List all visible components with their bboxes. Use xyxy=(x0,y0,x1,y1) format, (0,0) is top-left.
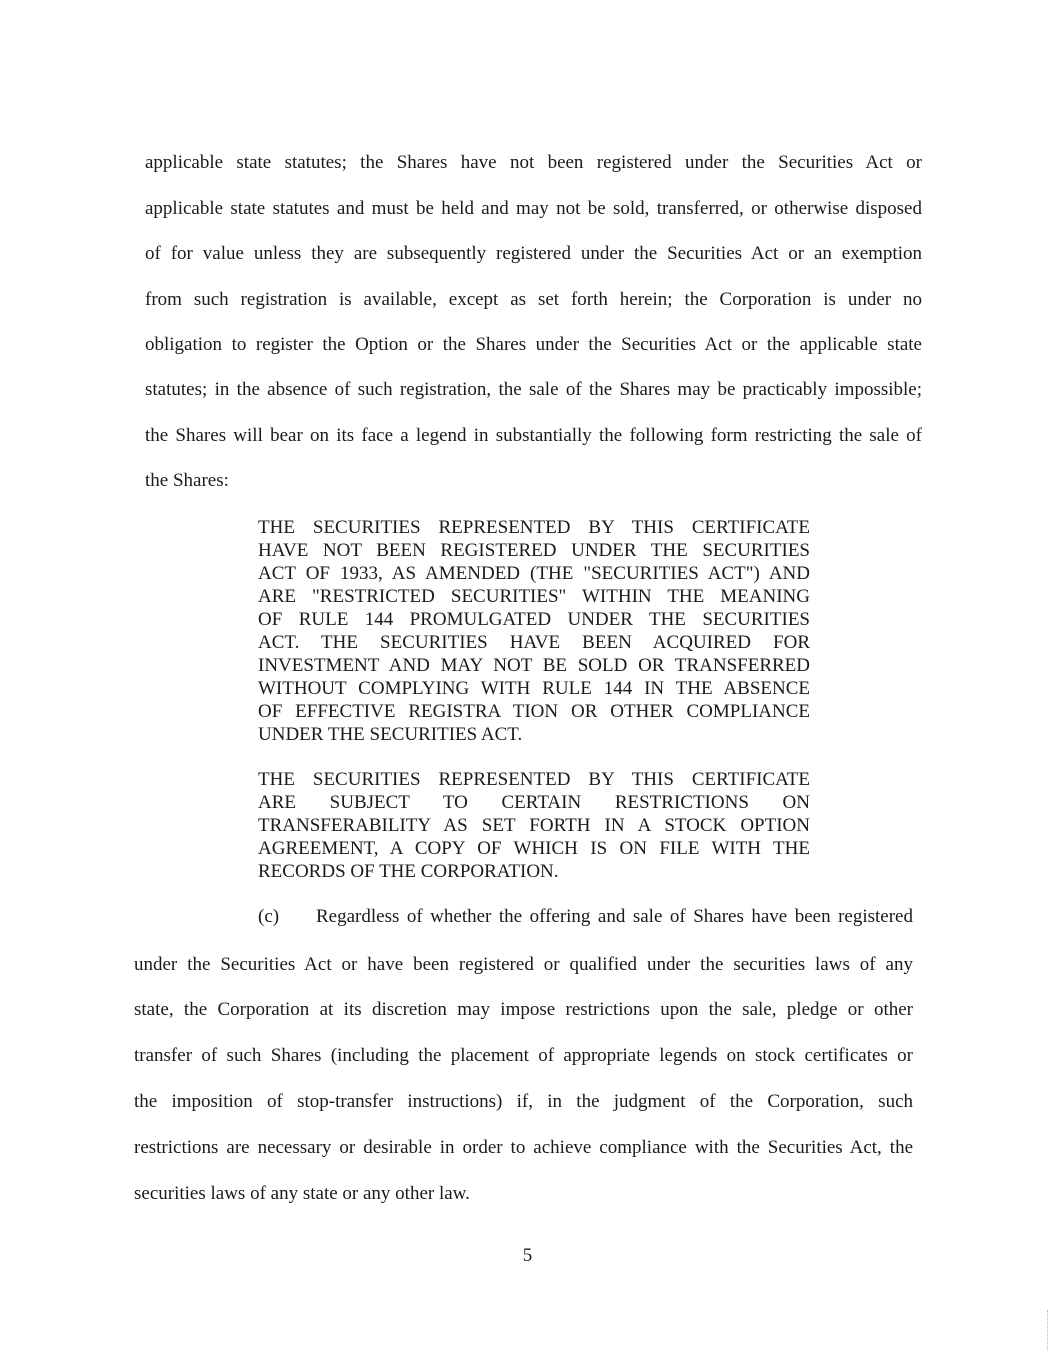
paragraph-line: securities laws of any state or any other law. xyxy=(134,1183,470,1204)
paragraph-line: the Shares will bear on its face a legend in substantially the following form restricting the sale of xyxy=(145,425,922,446)
scan-edge-mark xyxy=(1047,1310,1051,1350)
paragraph-line: under the Securities Act or have been registered or qualified under the securities laws of any xyxy=(134,954,913,975)
paragraph-line: of for value unless they are subsequently registered under the Securities Act or an exemption xyxy=(145,243,922,264)
legend-line: THE SECURITIES REPRESENTED BY THIS CERTIFICATE xyxy=(258,769,810,790)
paragraph-line: applicable state statutes and must be held and may not be sold, transferred, or otherwise disposed xyxy=(145,198,922,219)
paragraph-line: state, the Corporation at its discretion may impose restrictions upon the sale, pledge or other xyxy=(134,999,913,1020)
page-number: 5 xyxy=(522,1245,533,1266)
paragraph-line: the Shares: xyxy=(145,470,229,491)
paragraph-line: statutes; in the absence of such registration, the sale of the Shares may be practicably impossible; xyxy=(145,379,922,400)
paragraph-line: Regardless of whether the offering and sale of Shares have been registered xyxy=(316,906,913,927)
legend-line: ARE SUBJECT TO CERTAIN RESTRICTIONS ON xyxy=(258,792,810,813)
legend-line: OF RULE 144 PROMULGATED UNDER THE SECURITIES xyxy=(258,609,810,630)
legend-line: UNDER THE SECURITIES ACT. xyxy=(258,724,523,745)
paragraph-line: transfer of such Shares (including the placement of appropriate legends on stock certificates or xyxy=(134,1045,913,1066)
paragraph-line: obligation to register the Option or the Shares under the Securities Act or the applicable state xyxy=(145,334,922,355)
legend-line: ACT. THE SECURITIES HAVE BEEN ACQUIRED FOR xyxy=(258,632,810,653)
legend-line: HAVE NOT BEEN REGISTERED UNDER THE SECURITIES xyxy=(258,540,810,561)
legend-line: RECORDS OF THE CORPORATION. xyxy=(258,861,559,882)
legend-line: OF EFFECTIVE REGISTRA TION OR OTHER COMPLIANCE xyxy=(258,701,810,722)
paragraph-line: the imposition of stop-transfer instructions) if, in the judgment of the Corporation, such xyxy=(134,1091,913,1112)
legend-line: ARE "RESTRICTED SECURITIES" WITHIN THE MEANING xyxy=(258,586,810,607)
paragraph-line: restrictions are necessary or desirable in order to achieve compliance with the Securities Act, the xyxy=(134,1137,913,1158)
legend-line: ACT OF 1933, AS AMENDED (THE "SECURITIES ACT") AND xyxy=(258,563,810,584)
paragraph-label: (c) xyxy=(258,906,280,927)
legend-line: AGREEMENT, A COPY OF WHICH IS ON FILE WITH THE xyxy=(258,838,810,859)
paragraph-line: applicable state statutes; the Shares have not been registered under the Securities Act or xyxy=(145,152,922,173)
legend-line: INVESTMENT AND MAY NOT BE SOLD OR TRANSFERRED xyxy=(258,655,810,676)
legend-line: TRANSFERABILITY AS SET FORTH IN A STOCK OPTION xyxy=(258,815,810,836)
legend-line: THE SECURITIES REPRESENTED BY THIS CERTIFICATE xyxy=(258,517,810,538)
legend-line: WITHOUT COMPLYING WITH RULE 144 IN THE ABSENCE xyxy=(258,678,810,699)
paragraph-line: from such registration is available, except as set forth herein; the Corporation is under no xyxy=(145,289,922,310)
